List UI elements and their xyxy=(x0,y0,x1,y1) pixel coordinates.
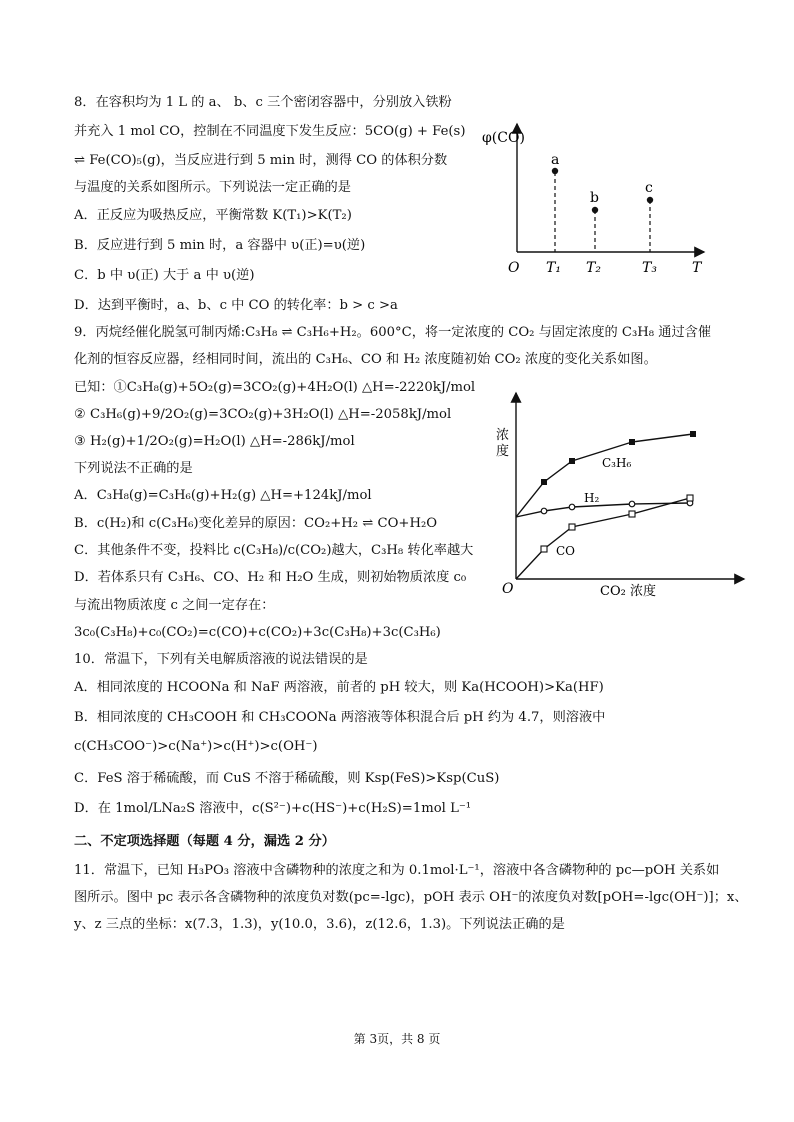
q11-line-3: y、z 三点的坐标：x(7.3，1.3)，y(10.0，3.6)，z(12.6，1.3)。下列说法正确的是 xyxy=(74,917,565,932)
q8-label-a: a xyxy=(551,152,560,168)
q8-point-c xyxy=(647,197,653,203)
q8-point-a xyxy=(552,168,558,174)
q8-option-c: C．b 中 υ(正) 大于 a 中 υ(逆) xyxy=(74,268,255,283)
q9-point-h2-3 xyxy=(629,501,635,507)
q11-line-1: 11．常温下，已知 H₃PO₃ 溶液中含磷物种的浓度之和为 0.1mol·L⁻¹，溶液中各含磷物种的 pc—pOH 关系如 xyxy=(74,863,720,878)
q9-figure xyxy=(490,387,750,607)
q9-point-c3h6-2 xyxy=(569,458,575,464)
q10-option-d: D．在 1mol/LNa₂S 溶液中，c(S²⁻)+c(HS⁻)+c(H₂S)=1mol L⁻¹ xyxy=(74,801,472,816)
q9-point-h2-2 xyxy=(569,504,575,510)
q9-line-1: 9．丙烷经催化脱氢可制丙烯:C₃H₈ ⇌ C₃H₆+H₂。600°C，将一定浓度的 CO₂ 与固定浓度的 C₃H₈ 通过含催 xyxy=(74,325,712,340)
q8-x-label: T xyxy=(692,260,702,276)
q9-point-c3h6-1 xyxy=(541,479,547,485)
q9-option-d-eq: 3c₀(C₃H₈)+c₀(CO₂)=c(CO)+c(CO₂)+3c(C₃H₈)+3c(C₃H₆) xyxy=(74,625,441,640)
q8-tick-t1: T₁ xyxy=(546,260,561,276)
q9-label-c3h6: C₃H₆ xyxy=(602,456,632,470)
q9-option-b: B．c(H₂)和 c(C₃H₆)变化差异的原因：CO₂+H₂ ⇌ CO+H₂O xyxy=(74,516,438,531)
q8-tick-t3: T₃ xyxy=(642,260,657,276)
q8-option-b: B．反应进行到 5 min 时，a 容器中 υ(正)=υ(逆) xyxy=(74,238,366,253)
q11-line-2: 图所示。图中 pc 表示各含磷物种的浓度负对数(pc=-lgc)，pOH 表示 OH⁻的浓度负对数[pOH=-lgc(OH⁻)]；x、 xyxy=(74,890,748,905)
q8-figure xyxy=(482,112,712,287)
q9-label-h2: H₂ xyxy=(584,491,600,505)
q8-line-3: ⇌ Fe(CO)₅(g)，当反应进行到 5 min 时，测得 CO 的体积分数 xyxy=(74,153,448,168)
q10-stem: 10．常温下，下列有关电解质溶液的说法错误的是 xyxy=(74,652,368,667)
q8-point-b xyxy=(592,207,598,213)
q9-option-a: A．C₃H₈(g)=C₃H₆(g)+H₂(g) △H=+124kJ/mol xyxy=(74,488,372,503)
q8-label-b: b xyxy=(590,190,599,206)
q9-option-d-cont: 与流出物质浓度 c 之间一定存在： xyxy=(74,598,275,613)
q9-x-label: CO₂ 浓度 xyxy=(600,584,656,599)
q9-question: 下列说法不正确的是 xyxy=(74,461,193,476)
q9-line-2: 化剂的恒容反应器，经相同时间，流出的 C₃H₆、CO 和 H₂ 浓度随初始 CO₂ 浓度的变化关系如图。 xyxy=(74,352,657,367)
q8-label-c: c xyxy=(645,180,653,196)
q9-y-label: 浓度 xyxy=(496,428,510,459)
q8-tick-t2: T₂ xyxy=(586,260,601,276)
q8-option-d: D．达到平衡时，a、b、c 中 CO 的转化率：b > c >a xyxy=(74,298,398,313)
q10-option-c: C．FeS 溶于稀硫酸，而 CuS 不溶于稀硫酸，则 Ksp(FeS)>Ksp(CuS) xyxy=(74,771,500,786)
section-heading: 二、不定项选择题（每题 4 分，漏选 2 分） xyxy=(74,834,335,849)
q9-point-c3h6-4 xyxy=(690,431,696,437)
q8-y-label: φ(CO) xyxy=(482,130,525,146)
q9-given-2: ② C₃H₆(g)+9/2O₂(g)=3CO₂(g)+3H₂O(l) △H=-2058kJ/mol xyxy=(74,407,452,422)
q9-given-3: ③ H₂(g)+1/2O₂(g)=H₂O(l) △H=-286kJ/mol xyxy=(74,434,355,449)
q9-option-d: D．若体系只有 C₃H₆、CO、H₂ 和 H₂O 生成，则初始物质浓度 c₀ xyxy=(74,570,467,585)
q10-option-b: B．相同浓度的 CH₃COOH 和 CH₃COONa 两溶液等体积混合后 pH 约为 4.7，则溶液中 xyxy=(74,710,606,725)
q10-option-b-cont: c(CH₃COO⁻)>c(Na⁺)>c(H⁺)>c(OH⁻) xyxy=(74,739,318,754)
q8-option-a: A．正反应为吸热反应，平衡常数 K(T₁)>K(T₂) xyxy=(74,208,352,223)
q9-point-co-2 xyxy=(569,524,575,530)
q9-point-c3h6-3 xyxy=(629,439,635,445)
q10-option-a: A．相同浓度的 HCOONa 和 NaF 两溶液，前者的 pH 较大，则 Ka(HCOOH)>Ka(HF) xyxy=(74,680,604,695)
q8-origin: O xyxy=(508,260,520,276)
q9-point-h2-1 xyxy=(541,508,547,514)
q8-line-4: 与温度的关系如图所示。下列说法一定正确的是 xyxy=(74,180,351,195)
q9-label-co: CO xyxy=(556,544,576,558)
q8-line-1: 8．在容积均为 1 L 的 a、 b、c 三个密闭容器中，分别放入铁粉 xyxy=(74,95,452,110)
q9-origin: O xyxy=(502,581,514,597)
q9-point-co-3 xyxy=(629,511,635,517)
page-footer: 第 3页，共 8 页 xyxy=(353,1032,441,1046)
q9-point-co-1 xyxy=(541,546,547,552)
q9-given-title: 已知：①C₃H₈(g)+5O₂(g)=3CO₂(g)+4H₂O(l) △H=-2220kJ/mol xyxy=(74,380,476,395)
q8-line-2: 并充入 1 mol CO，控制在不同温度下发生反应：5CO(g) + Fe(s) xyxy=(74,124,466,139)
q9-option-c: C．其他条件不变，投料比 c(C₃H₈)/c(CO₂)越大，C₃H₈ 转化率越大 xyxy=(74,543,474,558)
q9-point-co-4 xyxy=(687,495,693,501)
